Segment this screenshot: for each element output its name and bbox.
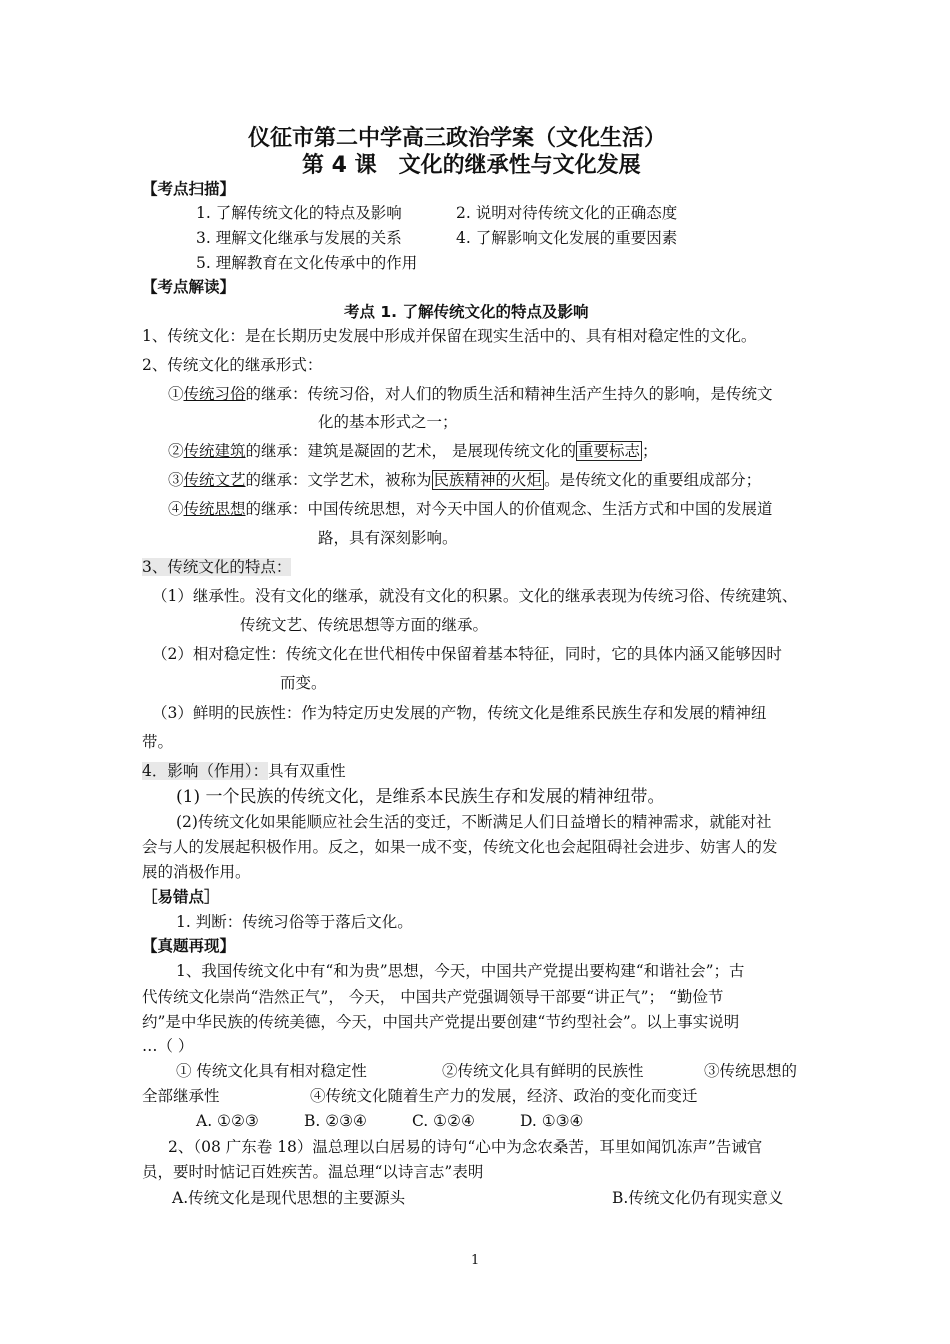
form-item-2-text: 的继承：建筑是凝固的艺术， 是展现传统文化的 <box>245 442 576 460</box>
question-1-line-1: 1、我国传统文化中有“和为贵”思想，今天，中国共产党提出要构建“和谐社会”；古 <box>176 962 745 980</box>
forms-title: 2、传统文化的继承形式： <box>142 356 323 374</box>
form-item-1 <box>168 383 773 405</box>
form-item-2 <box>168 440 658 462</box>
section-heading-errors: ［易错点］ <box>142 888 220 906</box>
form-item-1-number: ① <box>168 385 184 403</box>
form-item-3-end: 。是传统文化的重要组成部分； <box>544 471 762 489</box>
question-1-line-2: 代传统文化崇尚“浩然正气”， 今天， 中国共产党强调领导干部要“讲正气”； “勤俭节 <box>142 988 724 1006</box>
feature-1: （1）继承性。没有文化的继承，就没有文化的积累。文化的继承表现为传统习俗、传统建筑、 <box>152 587 798 605</box>
scan-item-2: 2. 说明对待传统文化的正确态度 <box>456 204 678 222</box>
feature-3-continued: 带。 <box>142 733 174 751</box>
form-item-4-continued: 路，具有深刻影响。 <box>318 529 458 547</box>
form-item-3-boxed-term: 民族精神的火炬 <box>433 471 543 489</box>
question-1-answer-c: C. ①②④ <box>412 1112 475 1130</box>
effect-2-line-2: 会与人的发展起积极作用。反之，如果一成不变，传统文化也会起阻碍社会进步、妨害人的发 <box>142 838 778 856</box>
effect-1: (1) 一个民族的传统文化，是维系本民族生存和发展的精神纽带。 <box>176 787 665 807</box>
effect-2-line-3: 展的消极作用。 <box>142 863 251 881</box>
form-item-1-continued: 化的基本形式之一； <box>318 413 458 431</box>
section-heading-real-questions: 【真题再现】 <box>142 937 236 955</box>
form-item-1-keyword: 传统习俗 <box>183 385 246 403</box>
scan-item-4: 4. 了解影响文化发展的重要因素 <box>456 229 678 247</box>
question-1-option-3: ③传统思想的 <box>704 1062 798 1080</box>
section-heading-scan: 【考点扫描】 <box>142 180 236 198</box>
question-2-line-1: 2、（08 广东卷 18）温总理以白居易的诗句“心中为念农桑苦，耳里如闻饥冻声”告诫官 <box>168 1138 763 1156</box>
form-item-2-keyword: 传统建筑 <box>183 442 246 460</box>
scan-item-5: 5. 理解教育在文化传承中的作用 <box>196 254 418 272</box>
feature-2: （2）相对稳定性：传统文化在世代相传中保留着基本特征，同时，它的具体内涵又能够因时 <box>152 645 782 663</box>
question-1-line-4: …（ ） <box>142 1037 194 1055</box>
form-item-3-text: 的继承：文学艺术，被称为 <box>245 471 432 489</box>
form-item-3-number: ③ <box>168 471 184 489</box>
effect-2-line-1: (2)传统文化如果能顺应社会生活的变迁，不断满足人们日益增长的精神需求，就能对社 <box>176 813 772 831</box>
point-title: 考点 1. 了解传统文化的特点及影响 <box>344 303 589 321</box>
question-1-answer-d: D. ①③④ <box>520 1112 584 1130</box>
question-1-answer-a: A. ①②③ <box>196 1112 259 1130</box>
feature-3: （3）鲜明的民族性：作为特定历史发展的产物，传统文化是维系民族生存和发展的精神纽 <box>152 704 767 722</box>
feature-2-continued: 而变。 <box>280 674 327 692</box>
page-number: 1 <box>471 1253 480 1268</box>
form-item-4-keyword: 传统思想 <box>183 500 246 518</box>
question-1-line-3: 约”是中华民族的传统美德，今天，中国共产党提出要创建“节约型社会”。以上事实说明 <box>142 1013 740 1031</box>
question-1-option-4: ④传统文化随着生产力的发展，经济、政治的变化而变迁 <box>310 1087 698 1105</box>
form-item-4-text: 的继承：中国传统思想，对今天中国人的价值观念、生活方式和中国的发展道 <box>245 500 773 518</box>
form-item-4 <box>168 498 773 520</box>
definition-text: 1、传统文化：是在长期历史发展中形成并保留在现实生活中的、具有相对稳定性的文化。 <box>142 327 757 345</box>
question-2-line-2: 员，要时时惦记百姓疾苦。温总理“以诗言志”表明 <box>142 1163 484 1181</box>
form-item-1-text: 的继承：传统习俗，对人们的物质生活和精神生活产生持久的影响，是传统文 <box>245 385 773 403</box>
question-2-option-a: A.传统文化是现代思想的主要源头 <box>172 1189 406 1207</box>
question-1-option-1: ① 传统文化具有相对稳定性 <box>176 1062 367 1080</box>
scan-item-3: 3. 理解文化继承与发展的关系 <box>196 229 402 247</box>
question-1-option-3-continued: 全部继承性 <box>142 1087 220 1105</box>
features-title: 3、传统文化的特点： <box>142 558 292 576</box>
scan-item-1: 1. 了解传统文化的特点及影响 <box>196 204 402 222</box>
error-item-1: 1. 判断：传统习俗等于落后文化。 <box>176 913 413 931</box>
question-1-answer-b: B. ②③④ <box>304 1112 367 1130</box>
section-heading-interp: 【考点解读】 <box>142 278 236 296</box>
form-item-2-number: ② <box>168 442 184 460</box>
form-item-3-keyword: 传统文艺 <box>183 471 246 489</box>
feature-1-continued: 传统文艺、传统思想等方面的继承。 <box>240 616 489 634</box>
form-item-2-boxed-term: 重要标志 <box>577 442 640 460</box>
influence-title: 4．影响（作用）：具有双重性 <box>142 762 346 780</box>
title-line-1: 仪征市第二中学高三政治学案（文化生活） <box>248 126 667 151</box>
question-1-option-2: ②传统文化具有鲜明的民族性 <box>442 1062 644 1080</box>
form-item-4-number: ④ <box>168 500 184 518</box>
title-line-2: 第 4 课 文化的继承性与文化发展 <box>302 153 641 178</box>
form-item-2-end: ； <box>641 442 658 460</box>
question-2-option-b: B.传统文化仍有现实意义 <box>612 1189 784 1207</box>
form-item-3 <box>168 469 761 491</box>
